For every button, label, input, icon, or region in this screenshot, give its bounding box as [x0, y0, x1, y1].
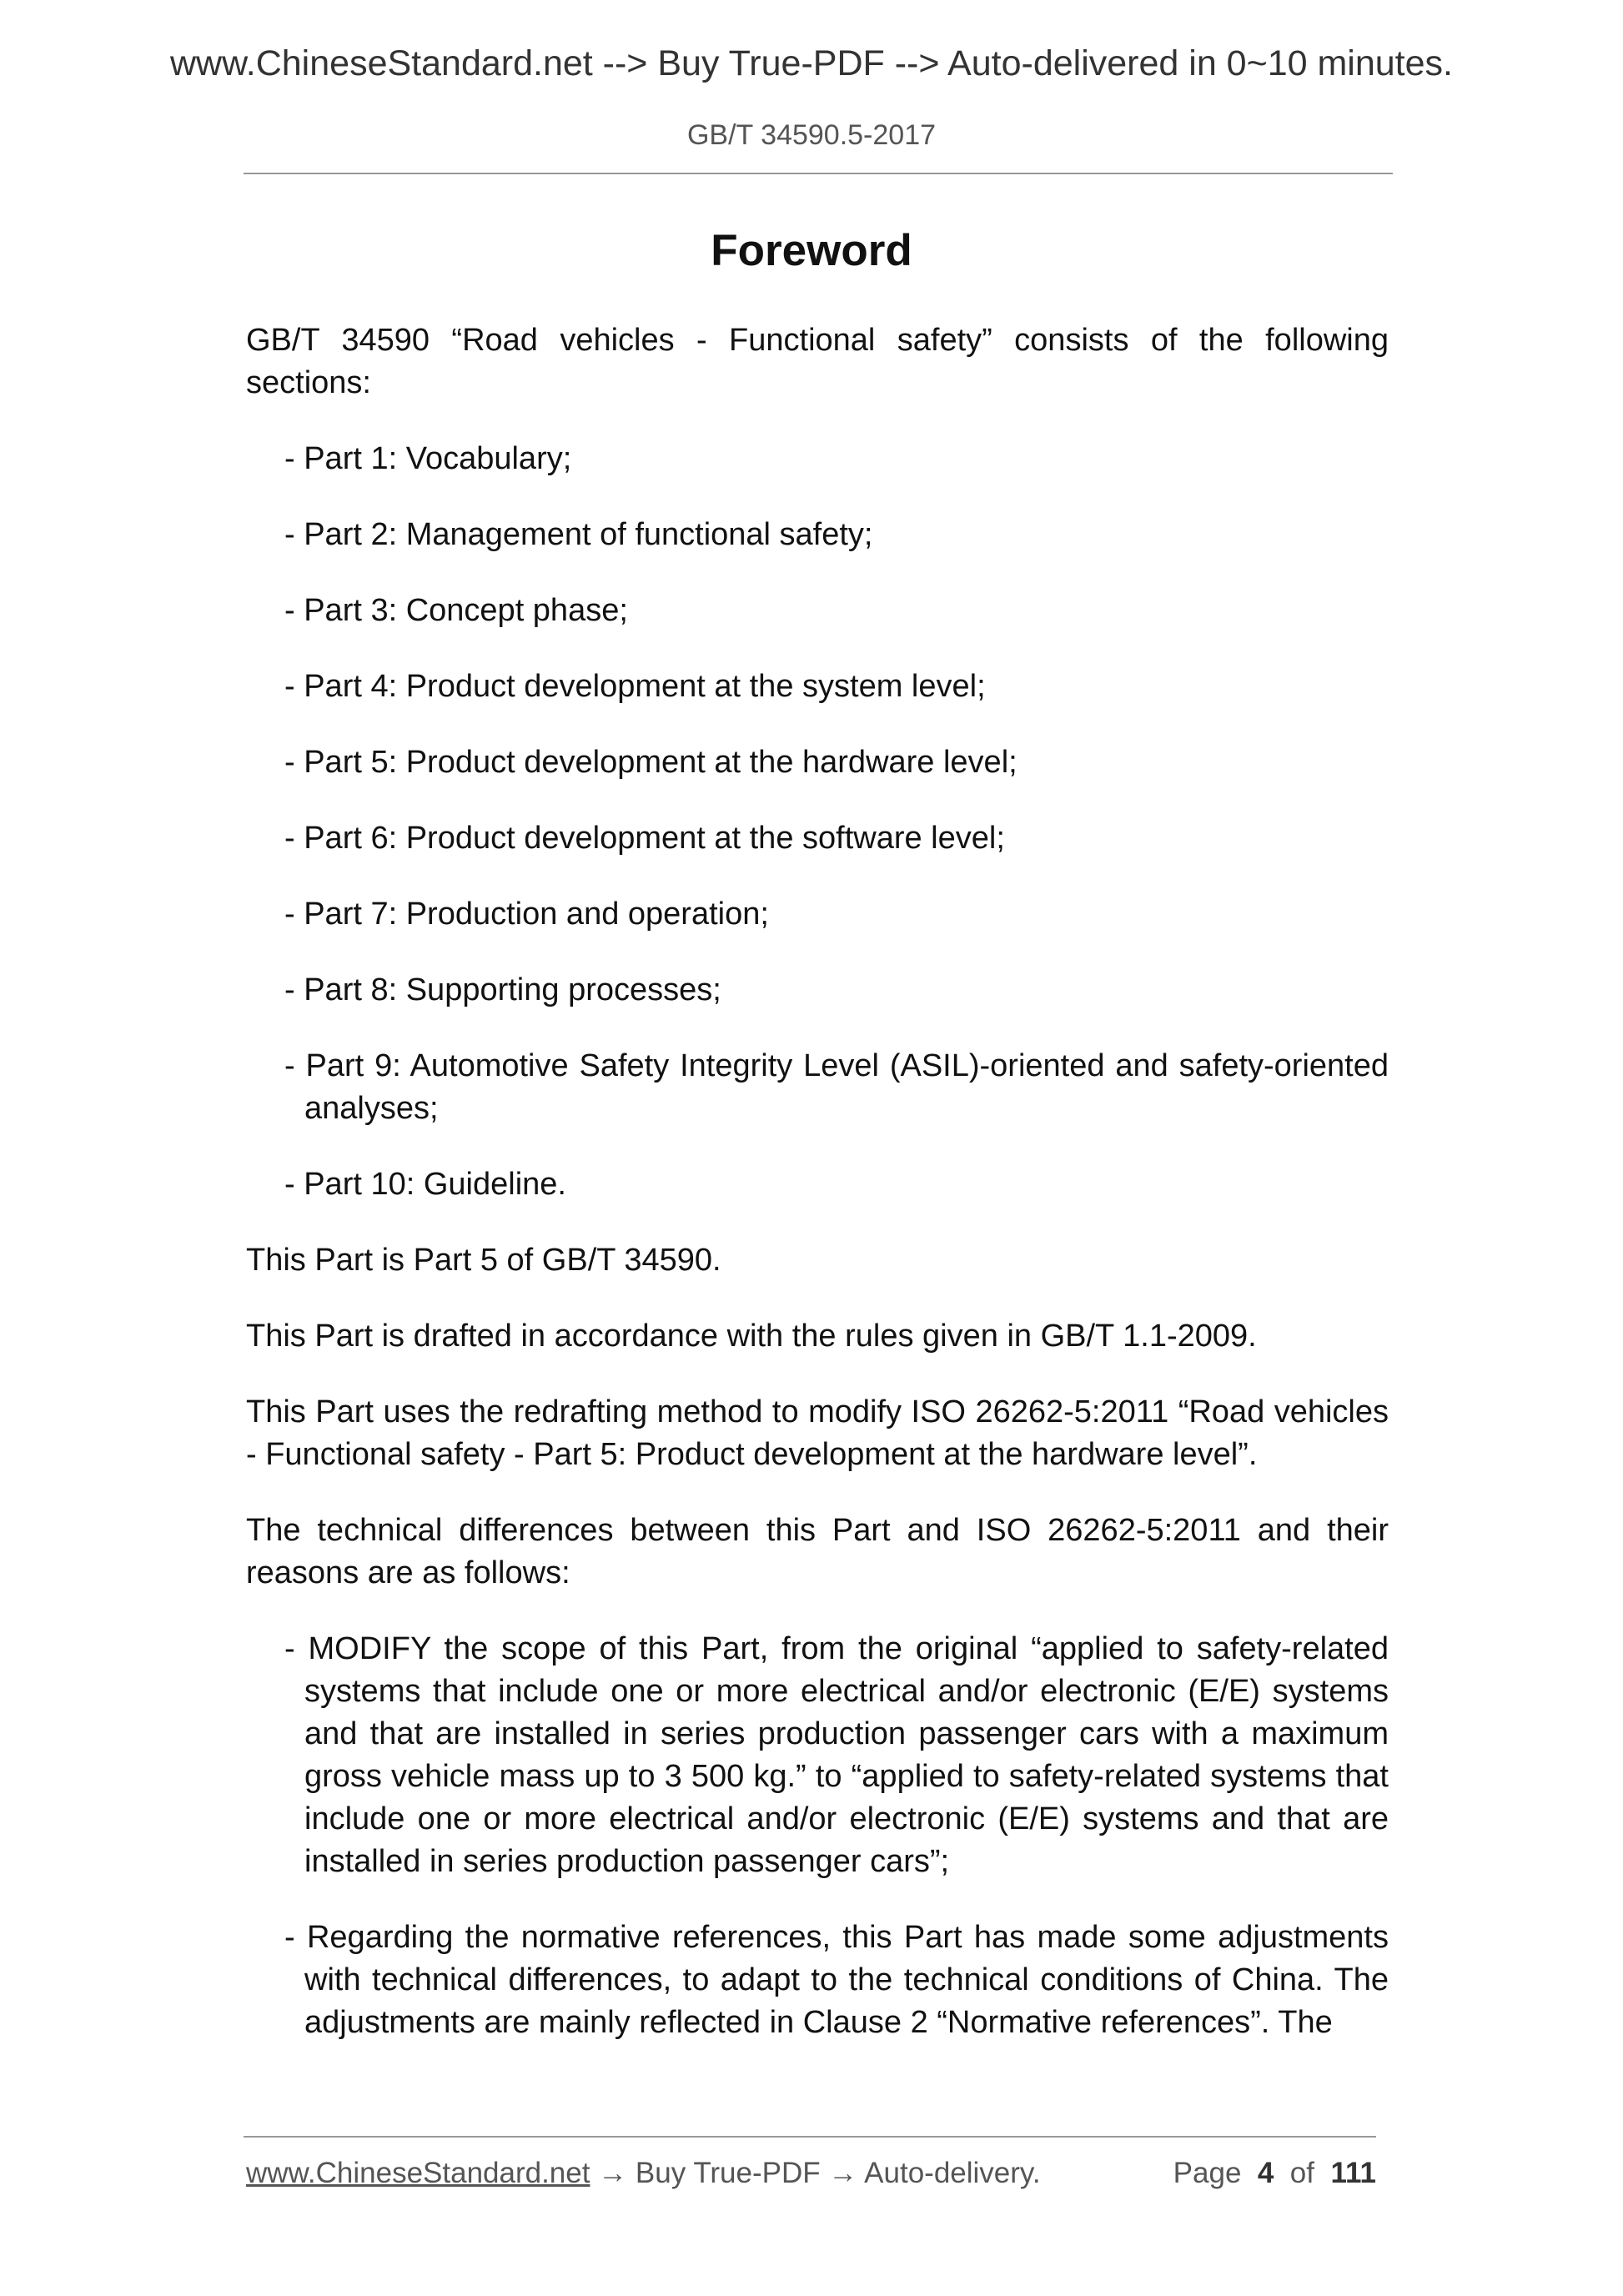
footer-divider — [244, 2136, 1376, 2138]
total-pages: 111 — [1330, 2157, 1376, 2189]
part-list-item: - Part 9: Automotive Safety Integrity Level (ASIL)-oriented and safety-oriented analyses; — [284, 1048, 1389, 1126]
standard-number: GB/T 34590.5-2017 — [686, 119, 937, 151]
page-label: Page — [1173, 2157, 1242, 2189]
difference-list-item: - MODIFY the scope of this Part, from the original “applied to safety-related systems that include one or more electrical and/or electronic (E/E) systems and that are installed in series production passenger cars with a maximum gross vehicle mass up to 3 500 kg.” to “applied to safety-related systems that include one or more electrical and/or electronic (E/E) systems and that are installed in series production passenger cars”; — [284, 1631, 1389, 1879]
part-list-item: - Part 4: Product development at the system level; — [284, 669, 986, 704]
part-list-item: - Part 7: Production and operation; — [284, 897, 769, 932]
part-list-item: - Part 8: Supporting processes; — [284, 972, 721, 1007]
footer-left — [246, 2157, 1041, 2190]
part-list-item: - Part 2: Management of functional safety; — [284, 517, 873, 552]
part-list-item: - Part 3: Concept phase; — [284, 593, 628, 628]
of-label: of — [1289, 2157, 1314, 2189]
page-indicator — [1173, 2157, 1376, 2190]
page-title: Foreword — [711, 226, 912, 275]
part-list-item: - Part 10: Guideline. — [284, 1167, 566, 1202]
delivery-text: → Buy True-PDF → Auto-delivery. — [590, 2157, 1041, 2189]
site-banner: www.ChineseStandard.net --> Buy True-PDF --> Auto-delivered in 0~10 minutes. — [169, 43, 1453, 83]
site-link[interactable]: www.ChineseStandard.net — [246, 2157, 590, 2189]
part-list-item: - Part 6: Product development at the software level; — [284, 821, 1005, 856]
part-list-item: - Part 1: Vocabulary; — [284, 441, 572, 476]
difference-list-item: - Regarding the normative references, this Part has made some adjustments with technical differences, to adapt to the technical conditions of China. The adjustments are mainly reflected in Clause 2 “Normative references”. The — [284, 1920, 1389, 2040]
redraft-paragraph: This Part uses the redrafting method to modify ISO 26262-5:2011 “Road vehicles - Functional safety - Part 5: Product development at the hardware level”. — [246, 1394, 1389, 1472]
part5-paragraph: This Part is Part 5 of GB/T 34590. — [246, 1243, 721, 1278]
differences-paragraph: The technical differences between this Part and ISO 26262-5:2011 and their reasons are as follows: — [246, 1513, 1389, 1590]
header-divider — [244, 173, 1393, 174]
foreword-body — [246, 319, 1389, 2077]
page-number: 4 — [1257, 2157, 1274, 2189]
intro-paragraph: GB/T 34590 “Road vehicles - Functional safety” consists of the following sections: — [246, 323, 1389, 400]
part-list-item: - Part 5: Product development at the hardware level; — [284, 745, 1018, 780]
drafting-paragraph: This Part is drafted in accordance with the rules given in GB/T 1.1-2009. — [246, 1319, 1257, 1354]
